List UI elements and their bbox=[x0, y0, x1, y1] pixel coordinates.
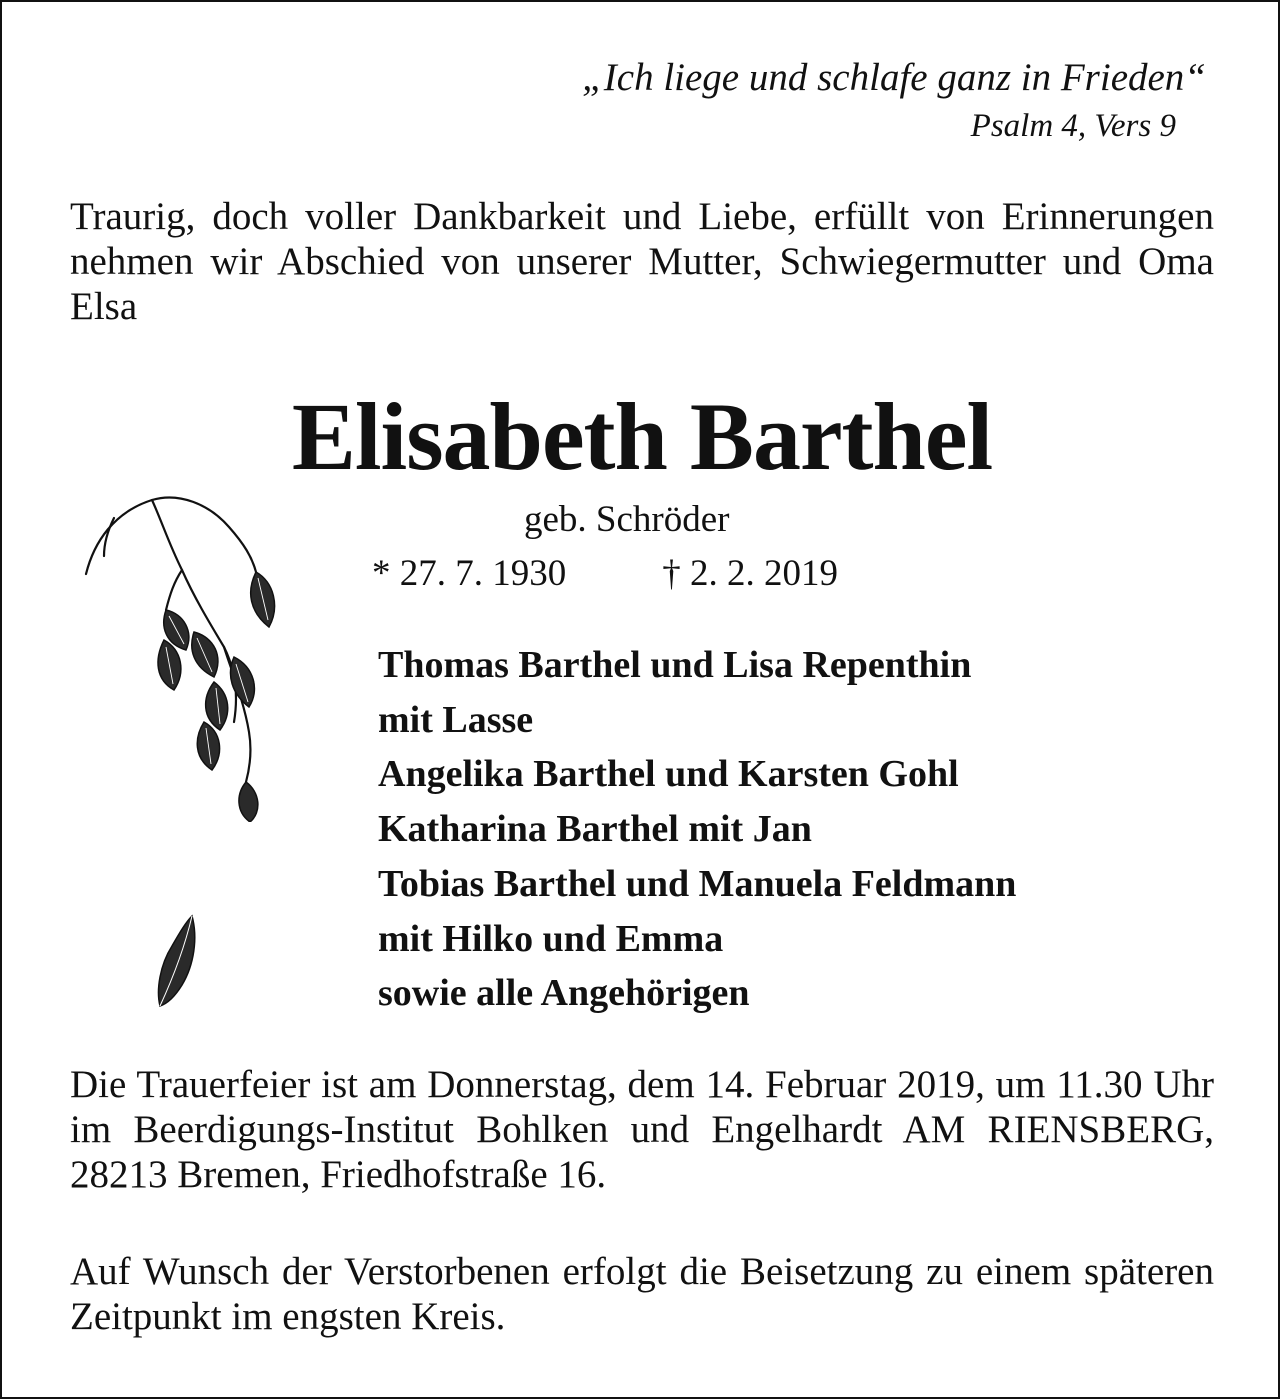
life-dates bbox=[372, 552, 838, 596]
list-item: Thomas Barthel und Lisa Repenthin bbox=[378, 644, 972, 686]
intro-text: Traurig, doch voller Dankbarkeit und Liebe, erfüllt von Erinnerungen nehmen wir Abschied von unserer Mutter, Schwiegermutter und Oma Elsa bbox=[70, 195, 1214, 328]
list-item: Katharina Barthel mit Jan bbox=[378, 808, 812, 851]
death-date: † 2. 2. 2019 bbox=[662, 553, 838, 594]
birch-branch-icon bbox=[74, 482, 284, 822]
birth-name: geb. Schröder bbox=[524, 499, 730, 540]
motto-quote: „Ich liege und schlafe ganz in Frieden“ bbox=[582, 56, 1206, 99]
list-item: Tobias Barthel und Manuela Feldmann bbox=[378, 862, 1017, 905]
birth-date: * 27. 7. 1930 bbox=[372, 553, 567, 594]
falling-leaf-icon bbox=[148, 910, 208, 1010]
list-item: mit Hilko und Emma bbox=[378, 917, 724, 960]
list-item: mit Lasse bbox=[378, 698, 534, 741]
motto-source: Psalm 4, Vers 9 bbox=[970, 108, 1176, 144]
list-item: sowie alle Angehörigen bbox=[378, 972, 750, 1015]
mourner-list bbox=[378, 638, 1016, 1021]
list-item: Angelika Barthel und Karsten Gohl bbox=[378, 753, 959, 796]
burial-text: Auf Wunsch der Verstorbenen erfolgt die Beisetzung zu einem späteren Zeitpunkt im engsten Kreis. bbox=[70, 1250, 1214, 1338]
deceased-name: Elisabeth Barthel bbox=[291, 383, 993, 490]
ceremony-text: Die Trauerfeier ist am Donnerstag, dem 14. Februar 2019, um 11.30 Uhr im Beerdigungs-Institut Bohlken und Engelhardt AM RIENSBERG, 28213 Bremen, Friedhofstraße 16. bbox=[70, 1063, 1214, 1196]
